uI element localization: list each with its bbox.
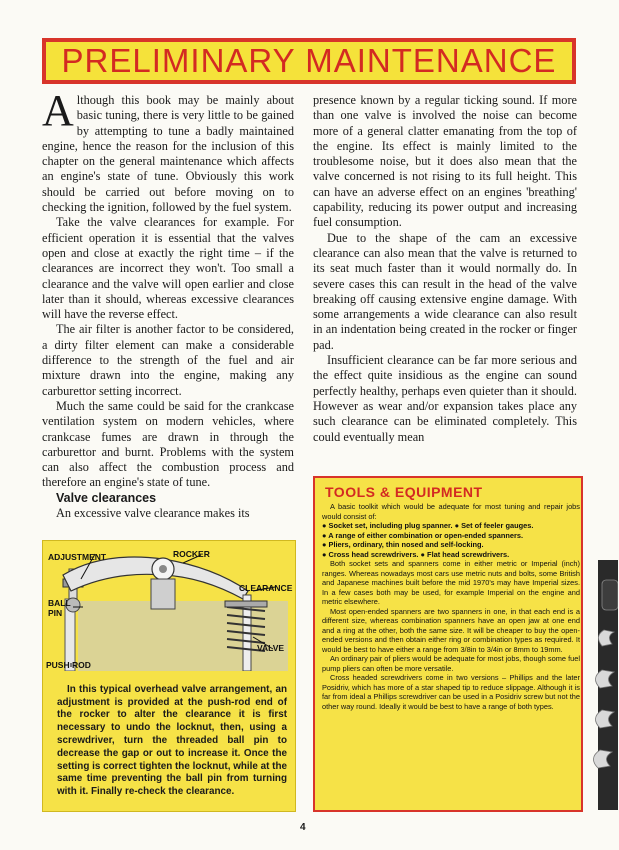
tools-title: TOOLS & EQUIPMENT bbox=[325, 484, 483, 500]
label-ball: BALL bbox=[48, 598, 71, 608]
paragraph: Although this book may be mainly about basic tuning, there is very little to be gained by attempting to tune a badly maintained engine, hence the reason for the inclusion of this chapter on the general maintenance which affects an engine's state of tune. Obviously this work should be carried out before moving on to checking the ignition, followed by the fuel system. bbox=[42, 86, 294, 215]
title-banner bbox=[42, 38, 576, 84]
drop-cap: A bbox=[42, 86, 74, 135]
tools-paragraph: An ordinary pair of pliers would be adequate for most jobs, though some fuel pump pliers can often be more versatile. bbox=[322, 654, 580, 673]
label-valve: VALVE bbox=[257, 643, 285, 653]
tools-paragraph: Both socket sets and spanners come in either metric or Imperial (inch) ranges. Whereas nowadays most cars use metric nuts and bolts, some British and Japanese machines built before the mid 1970's may have Imperial sizes. In a few cases both may be used, for example Imperial on the engine and metric elsewhere. bbox=[322, 559, 580, 606]
paragraph: The air filter is another factor to be considered, a dirty filter element can make a considerable difference to the strength of the fuel and air mixture drawn into the engine, making any carburettor setting incorrect. bbox=[42, 322, 294, 398]
page-title: PRELIMINARY MAINTENANCE bbox=[61, 42, 557, 79]
tools-bullet: ● A range of either combination or open-ended spanners. bbox=[322, 530, 524, 540]
paragraph: Take the valve clearances for example. For efficient operation it is essential that the valves open and close at exactly the right time – if the clearances are incorrect they won't. Too small a clearance and the valve will open earlier and close later than it should, whereas excessive clearances will have the reverse effect. bbox=[42, 215, 294, 322]
spanner-icon bbox=[584, 560, 618, 810]
tools-body bbox=[322, 502, 580, 711]
tools-intro: A basic toolkit which would be adequate for most tuning and repair jobs would consist of: bbox=[322, 502, 580, 521]
label-adjustment: ADJUSTMENT bbox=[48, 552, 107, 562]
label-push-rod: PUSH ROD bbox=[46, 660, 91, 670]
paragraph: Much the same could be said for the crankcase ventilation system on modern vehicles, where crankcase fumes are drawn in through the carburettor and burnt. Problems with the system can also affect the combustion process and therefore an engine's state of tune. bbox=[42, 398, 294, 490]
tools-equipment-box bbox=[313, 476, 583, 812]
label-rocker: ROCKER bbox=[173, 549, 210, 559]
tools-bullet: ● Socket set, including plug spanner. ● Set of feeler gauges. bbox=[322, 521, 534, 530]
tools-bullet: ● Cross head screwdrivers. ● Flat head screwdrivers. bbox=[322, 549, 510, 559]
valve-diagram-figure bbox=[42, 540, 296, 812]
tools-bullet: ● Pliers, ordinary, thin nosed and self-locking. bbox=[322, 540, 484, 549]
tools-paragraph: Cross headed screwdrivers come in two versions – Phillips and the later Posidriv, which has more of a star shaped tip to reduce slippage. Although it is far from ideal a Phillips screwdriver can be used in a Posidriv screw but not the other way round. Ideally it would be best to have a range of both types. bbox=[322, 673, 580, 711]
paragraph: Insufficient clearance can be far more serious and the effect quite insidious as the engine can sound perfectly healthy, perhaps even quieter than it should. However as wear and/or expansion takes place any such clearance can be eliminated completely. This could eventually mean bbox=[313, 353, 577, 444]
left-column bbox=[42, 86, 294, 521]
right-column bbox=[313, 93, 577, 445]
paragraph: Due to the shape of the cam an excessive clearance can also mean that the valve is returned to its seat much faster than it would normally do. In severe cases this can result in the head of the valve breaking off causing extensive engine damage. With some arrangements a wide clearance can also result in an indentation being created in the rocker or finger pad. bbox=[313, 230, 577, 352]
subheading: Valve clearances bbox=[56, 490, 157, 505]
label-clearance: CLEARANCE bbox=[239, 583, 293, 593]
tools-paragraph: Most open-ended spanners are two spanners in one, in that each end is a different size, whereas combination spanners have an open jaw at one end and a ring at the other, both the same size. It will be cheaper to buy the open-ended versions and then obtain either ring or combination types as required. It would be best to have either a range from 3/8in to 3/4in or 8mm to 19mm. bbox=[322, 606, 580, 654]
figure-caption: In this typical overhead valve arrangement, an adjustment is provided at the push-rod end of the rocker to alter the clearance it is first necessary to undo the locknut, then, using a screwdriver, turn the threaded ball pin to decrease the gap or out to increase it. Once the setting is correct tighten the locknut, while at the same time preventing the ball pin from turning with it. Finally re-check the clearance. bbox=[57, 683, 287, 798]
paragraph: presence known by a regular ticking sound. If more than one valve is involved the noise can become more of a general clatter emanating from the top of the engine. Its effect is mainly limited to the troublesome noise, but it does also mean that the valve concerned is not rising to its full height. This can have an adverse effect on an engines 'breathing' capability, reducing its power output and increasing fuel consumption. bbox=[313, 93, 577, 230]
label-pin: PIN bbox=[48, 608, 63, 618]
paragraph: An excessive valve clearance makes its bbox=[56, 506, 250, 521]
page-number: 4 bbox=[300, 822, 306, 833]
